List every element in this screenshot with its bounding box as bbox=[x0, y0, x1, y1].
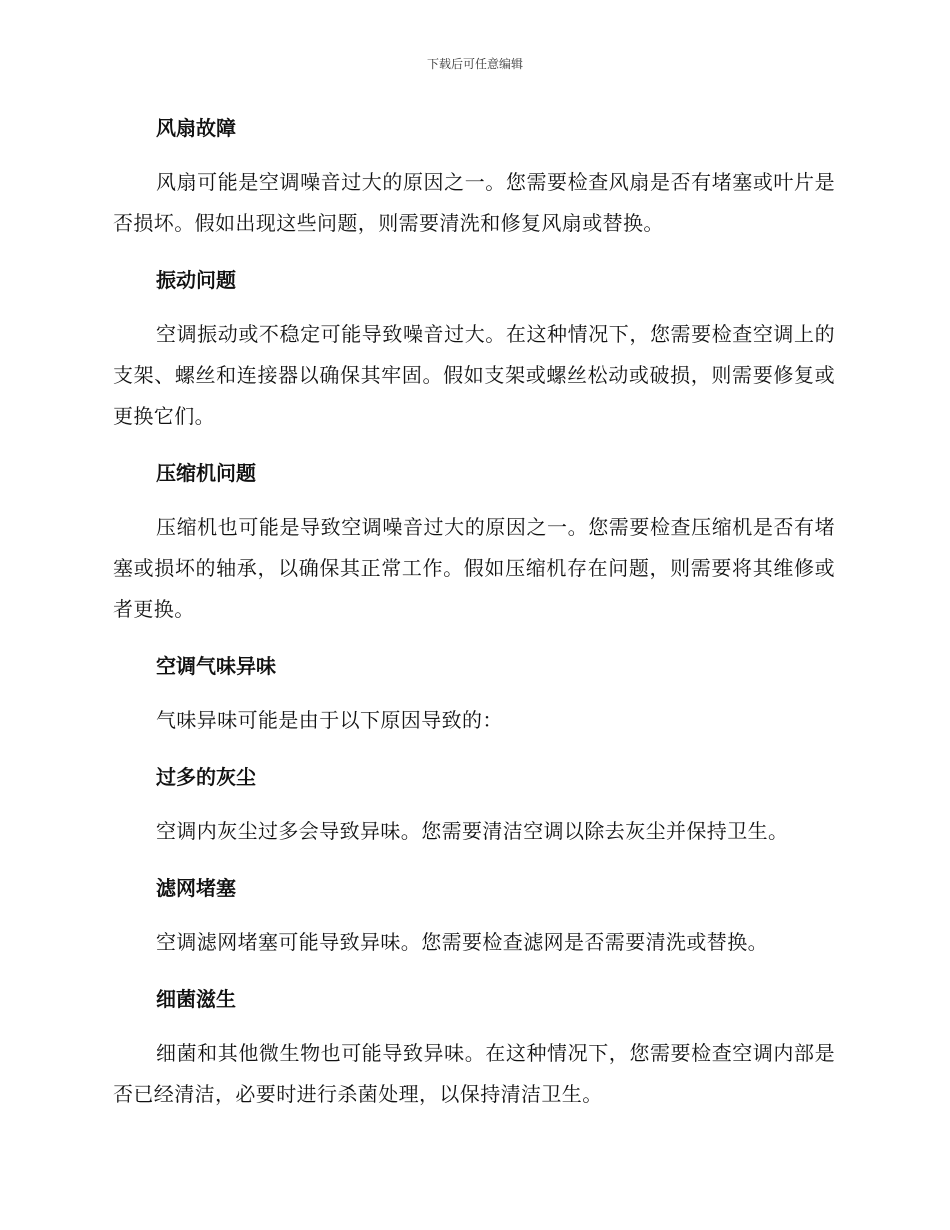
section-paragraph: 空调振动或不稳定可能导致噪音过大。在这种情况下，您需要检查空调上的支架、螺丝和连接器以确保其牢固。假如支架或螺丝松动或破损，则需要修复或更换它们。 bbox=[113, 322, 835, 428]
section-paragraph: 空调内灰尘过多会导致异味。您需要清洁空调以除去灰尘并保持卫生。 bbox=[156, 819, 789, 843]
section-heading: 风扇故障 bbox=[156, 116, 236, 140]
section-dust bbox=[113, 757, 835, 852]
section-heading: 空调气味异味 bbox=[156, 654, 276, 678]
section-fan-fault bbox=[113, 108, 835, 244]
document-body bbox=[113, 108, 835, 1131]
section-odor bbox=[113, 646, 835, 741]
section-paragraph: 气味异味可能是由于以下原因导致的： bbox=[156, 708, 503, 732]
section-filter bbox=[113, 868, 835, 963]
section-paragraph: 空调滤网堵塞可能导致异味。您需要检查滤网是否需要清洗或替换。 bbox=[156, 930, 768, 954]
section-paragraph: 细菌和其他微生物也可能导致异味。在这种情况下，您需要检查空调内部是否已经清洁，必要时进行杀菌处理，以保持清洁卫生。 bbox=[113, 1041, 835, 1106]
section-heading: 细菌滋生 bbox=[156, 987, 236, 1011]
section-paragraph: 压缩机也可能是导致空调噪音过大的原因之一。您需要检查压缩机是否有堵塞或损坏的轴承，以确保其正常工作。假如压缩机存在问题，则需要将其维修或者更换。 bbox=[113, 515, 835, 621]
section-vibration bbox=[113, 260, 835, 437]
section-heading: 滤网堵塞 bbox=[156, 876, 236, 900]
section-compressor bbox=[113, 453, 835, 630]
page-header: 下载后可任意编辑 bbox=[426, 57, 523, 71]
section-bacteria bbox=[113, 979, 835, 1115]
section-heading: 压缩机问题 bbox=[156, 461, 256, 485]
section-heading: 振动问题 bbox=[156, 268, 236, 292]
section-heading: 过多的灰尘 bbox=[156, 765, 256, 789]
section-paragraph: 风扇可能是空调噪音过大的原因之一。您需要检查风扇是否有堵塞或叶片是否损坏。假如出现这些问题，则需要清洗和修复风扇或替换。 bbox=[113, 170, 835, 235]
